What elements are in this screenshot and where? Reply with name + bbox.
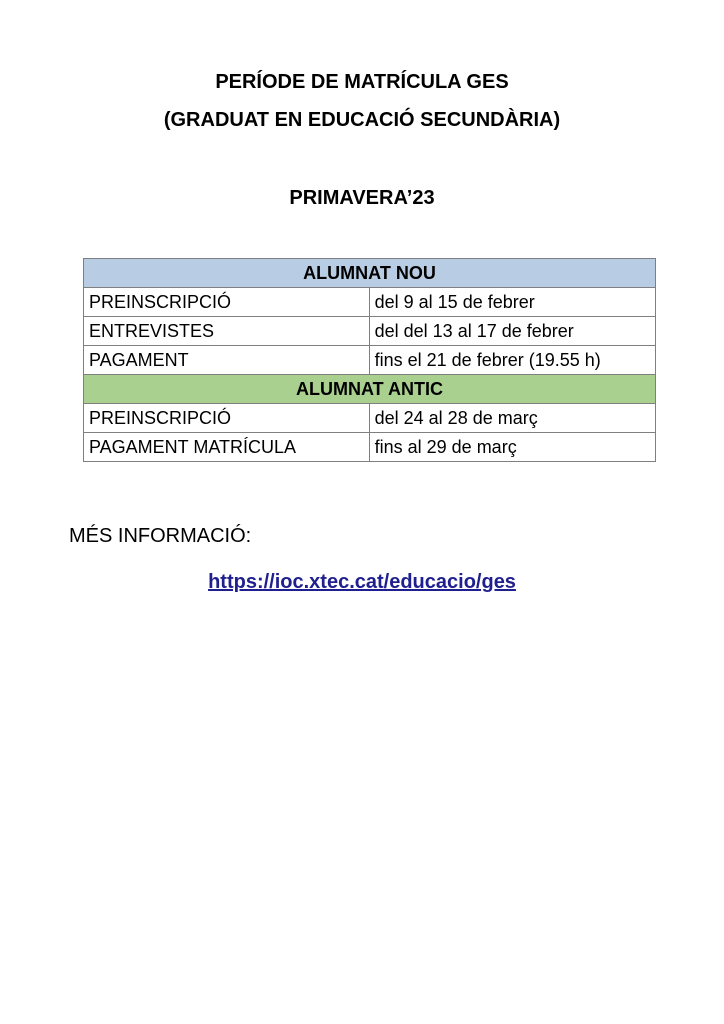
dates-cell: fins el 21 de febrer (19.55 h) xyxy=(369,346,655,375)
table-row xyxy=(84,433,656,462)
table-row xyxy=(84,288,656,317)
dates-cell: del 24 al 28 de març xyxy=(369,404,655,433)
season-title: PRIMAVERA’23 xyxy=(289,187,435,209)
dates-cell: fins al 29 de març xyxy=(369,433,655,462)
dates-cell: del del 13 al 17 de febrer xyxy=(369,317,655,346)
section-heading: ALUMNAT NOU xyxy=(84,259,656,288)
title-line-2: (GRADUAT EN EDUCACIÓ SECUNDÀRIA) xyxy=(163,109,561,131)
step-cell: PAGAMENT xyxy=(84,346,370,375)
table-row xyxy=(84,404,656,433)
section-header-old-students xyxy=(84,375,656,404)
info-link-container xyxy=(0,570,724,594)
table-row xyxy=(84,346,656,375)
section-header-new-students xyxy=(84,259,656,288)
dates-cell: del 9 al 15 de febrer xyxy=(369,288,655,317)
info-link[interactable]: https://ioc.xtec.cat/educacio/ges xyxy=(208,571,516,593)
enrollment-schedule-table xyxy=(83,258,656,462)
step-cell: ENTREVISTES xyxy=(84,317,370,346)
section-heading: ALUMNAT ANTIC xyxy=(84,375,656,404)
step-cell: PREINSCRIPCIÓ xyxy=(84,288,370,317)
more-info-label: MÉS INFORMACIÓ: xyxy=(69,525,252,547)
table-row xyxy=(84,317,656,346)
step-cell: PAGAMENT MATRÍCULA xyxy=(84,433,370,462)
title-line-1: PERÍODE DE MATRÍCULA GES xyxy=(215,71,509,93)
step-cell: PREINSCRIPCIÓ xyxy=(84,404,370,433)
